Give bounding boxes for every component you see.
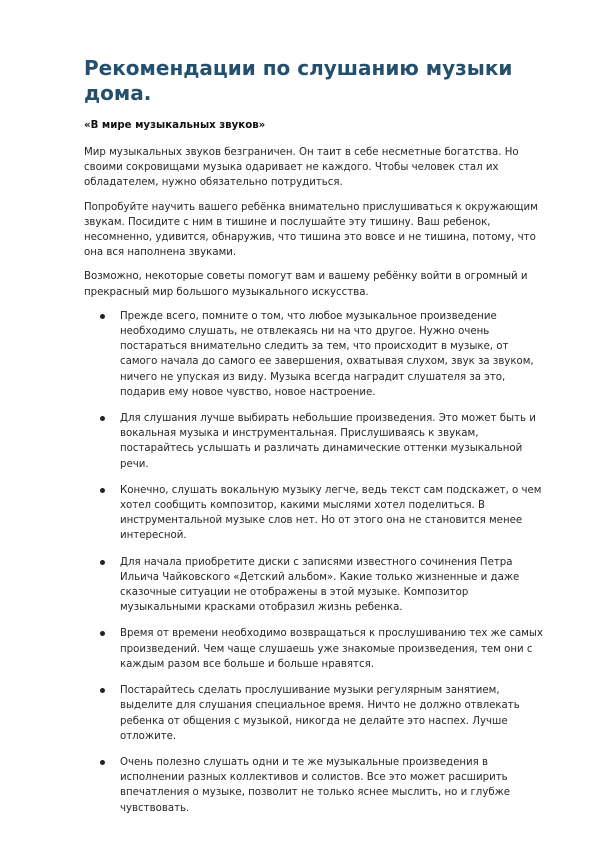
document-subtitle: «В мире музыкальных звуков» <box>84 120 266 131</box>
list-item <box>84 755 546 816</box>
list-item <box>84 411 546 472</box>
intro-paragraph: Мир музыкальных звуков безграничен. Он таит в себе несметные богатства. Но своими сокровищами музыка одаривает не каждого. Чтобы человек стал их обладателем, нужно обязательно потрудиться. <box>84 147 519 189</box>
list-item-text: Для слушания лучше выбирать небольшие произведения. Это может быть и вокальная музыка и инструментальная. Прислушиваясь к звукам, постарайтесь услышать и различать динамические оттенки музыкальной речи. <box>120 413 536 470</box>
list-item-text: Очень полезно слушать одни и те же музыкальные произведения в исполнении разных коллективов и солистов. Все это может расширить впечатления о музыке, позволит не только яснее мыслить, но и глубже чувствовать. <box>120 756 511 814</box>
list-item-text: Постарайтесь сделать прослушивание музыки регулярным занятием, выделите для слушания специальное время. Ничто не должно отвлекать ребенка от общения с музыкой, никогда не делайте это наспех. Лучше отложите. <box>120 685 520 742</box>
list-item-text: Прежде всего, помните о том, что любое музыкальное произведение необходимо слушать, не отвлекаясь ни на что другое. Нужно очень постараться внимательно следить за тем, что происходит в музыке, от самого начала до самого ее завершения, охватывая слухом, звук за звуком, ничего не упуская из виду. Музыка всегда наградит слушателя за это, подарив ему новое чувство, новое настроение. <box>120 310 534 398</box>
bullet-icon <box>100 314 105 319</box>
list-item <box>84 555 546 616</box>
bullet-icon <box>100 760 105 765</box>
bullet-icon <box>100 688 105 693</box>
bullet-icon <box>100 631 105 636</box>
bullet-icon <box>100 416 105 421</box>
document-content <box>84 56 546 827</box>
list-item <box>84 683 546 744</box>
advice-intro-paragraph: Возможно, некоторые советы помогут вам и вашему ребёнку войти в огромный и прекрасный мир большого музыкального искусства. <box>84 271 528 298</box>
bullet-icon <box>100 488 105 493</box>
list-item-text: Для начала приобретите диски с записями известного сочинения Петра Ильича Чайковского «Детский альбом». Какие только жизненные и даже сказочные ситуации не отображены в этой музыке. Композитор музыкальными красками отобразил жизнь ребенка. <box>120 556 520 614</box>
recommendations-list <box>84 309 546 816</box>
list-item <box>84 626 546 672</box>
list-item <box>84 483 546 544</box>
list-item <box>84 309 546 400</box>
page-title: Рекомендации по слушанию музыки дома. <box>84 56 513 105</box>
bullet-icon <box>100 560 105 565</box>
listening-paragraph: Попробуйте научить вашего ребёнка внимательно прислушиваться к окружающим звукам. Посидите с ним в тишине и послушайте эту тишину. Ваш ребенок, несомненно, удивится, обнаружив, что тишина это вовсе и не тишина, потому, что она вся наполнена звуками. <box>84 201 538 259</box>
list-item-text: Конечно, слушать вокальную музыку легче, ведь текст сам подскажет, о чем хотел сообщить композитор, какими мыслями хотел поделиться. В инструментальной музыке слов нет. Но от этого она не становится менее интересной. <box>120 484 542 542</box>
list-item-text: Время от времени необходимо возвращаться к прослушиванию тех же самых произведений. Чем чаще слушаешь уже знакомые произведения, тем они с каждым разом все больше и больше нравятся. <box>120 628 543 670</box>
